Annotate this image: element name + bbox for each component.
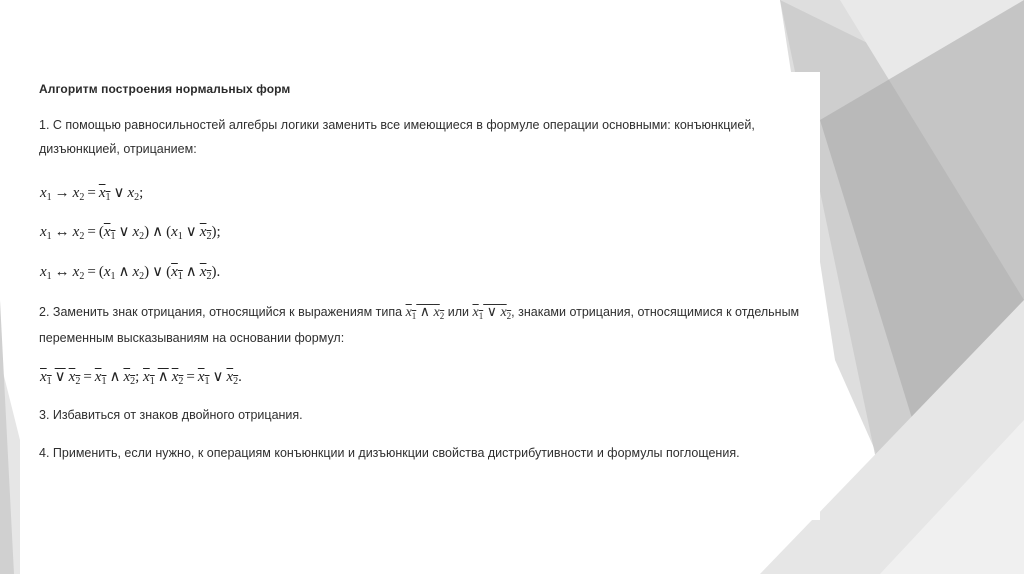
- step-4: 4. Применить, если нужно, к операциям конъюнкции и дизъюнкции свойства дистрибутивности и формулы поглощения.: [39, 446, 740, 460]
- step-1-line-1: 1. С помощью равносильностей алгебры логики заменить все имеющиеся в формуле операции основными: конъюнкцией,: [39, 118, 755, 132]
- step-2-line-2: переменным высказываниям на основании формул:: [39, 331, 345, 345]
- formula-de-morgan: $x_1$ ∨ $x_2 = x_1$ ∧ $x_2$; $x_1$ ∧ $x_2 = x_1$ ∨ $x_2$.: [40, 369, 242, 387]
- formula-implication: $x_1 \to x_2 = x_1$ ∨ $x_2$;: [40, 185, 144, 203]
- step-1-line-2: дизъюнкцией, отрицанием:: [39, 142, 197, 156]
- page-title: Алгоритм построения нормальных форм: [39, 82, 291, 96]
- step-2-text-b: , знаками отрицания, относящимися к отдельным: [511, 305, 800, 319]
- inline-expr-conjunction: $x_1$ ∧ $x_2$: [405, 305, 445, 321]
- inline-expr-disjunction: $x_1$ ∨ $x_2$: [472, 305, 512, 321]
- step-2-line-1: [39, 300, 799, 328]
- step-2-or: или: [447, 305, 469, 319]
- formula-equivalence-2: $x_1$ ↔ $x_2 = (x_1$ ∧ $x_2$) ∨ ($x_1$ ∧ $x_2$).: [40, 264, 221, 282]
- formula-equivalence-1: $x_1$ ↔ $x_2 = (x_1$ ∨ $x_2$) ∧ ($x_1$ ∨ $x_2$);: [40, 224, 221, 242]
- step-3: 3. Избавиться от знаков двойного отрицания.: [39, 408, 303, 422]
- step-2-text-a: 2. Заменить знак отрицания, относящийся к выражениям типа: [39, 305, 403, 319]
